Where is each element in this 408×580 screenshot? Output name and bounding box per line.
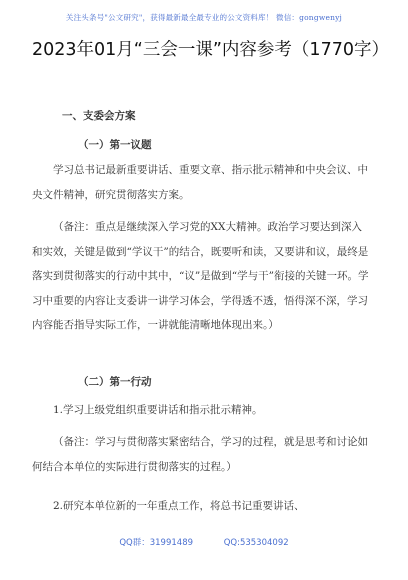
paragraph-3: 1.学习上级党组织重要讲话和指示批示精神。 bbox=[53, 404, 263, 416]
footer-qq: QQ:535304092 bbox=[223, 538, 289, 548]
page-title: 2023年01月“三会一课”内容参考（1770字） bbox=[32, 40, 389, 60]
paragraph-5: 2.研究本单位新的一年重点工作，将总书记重要讲话、 bbox=[53, 500, 305, 512]
footer-qq-group: QQ群：31991489 bbox=[119, 538, 194, 548]
paragraph-1: 学习总书记最新重要讲话、重要文章、指示批示精神和中央会议、中央文件精神，研究贯彻落实方案。 bbox=[32, 164, 368, 201]
header-note: 关注头条号"公文研究"，获得最新最全最专业的公文资料库！ 微信：gongwenyj bbox=[65, 13, 343, 22]
footer bbox=[0, 536, 408, 548]
section-heading: 一、支委会方案 bbox=[62, 110, 136, 122]
subsection-heading-2: （二）第一行动 bbox=[78, 376, 152, 388]
paragraph-2-note: （备注：重点是继续深入学习党的XX大精神。政治学习要达到深入和实效，关键是做到“学议干”的结合，既要听和读，又要讲和议，最终是落实到贯彻落实的行动中其中，“议”是做到“学与干”衔接的关键一环。学习中重要的内容让支委讲一讲学习体会，学得透不透，悟得深不深，学习内容能否指导实际工作，一讲就能清晰地体现出来。） bbox=[32, 221, 369, 331]
subsection-heading-1: （一）第一议题 bbox=[78, 139, 152, 151]
paragraph-4-note: （备注：学习与贯彻落实紧密结合，学习的过程，就是思考和讨论如何结合本单位的实际进行贯彻落实的过程。） bbox=[32, 436, 368, 473]
